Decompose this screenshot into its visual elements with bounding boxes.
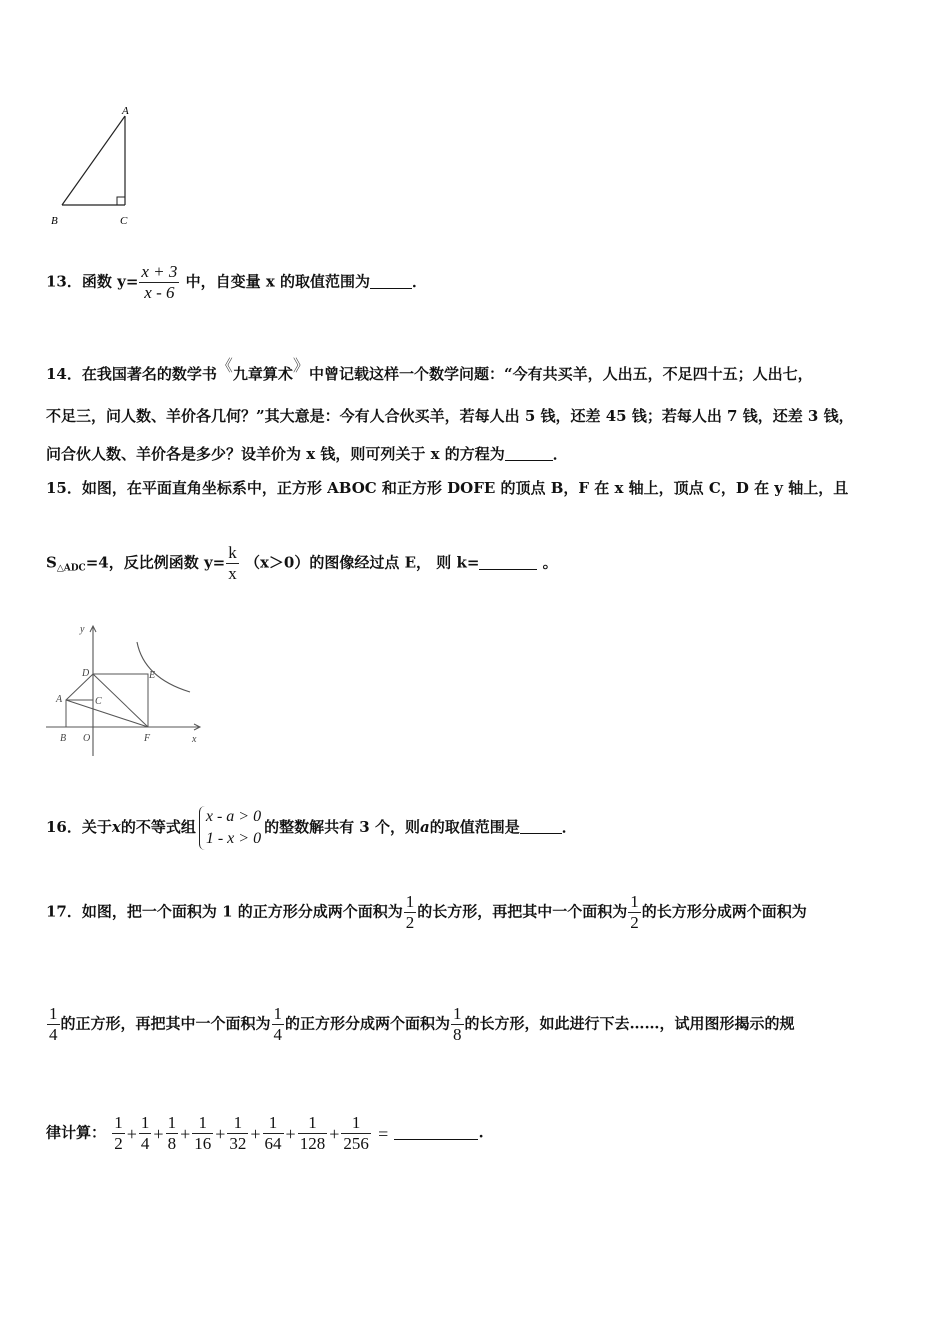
q16-end: ． — [561, 818, 577, 836]
question-16 — [46, 806, 577, 850]
q14-book-close: 》 — [292, 356, 309, 375]
q14-line3: 问合伙人数、羊价各是多少？设羊价为 x 钱，则可列关于 x 的方程为 — [46, 445, 505, 463]
frac-num: 1 — [630, 892, 639, 911]
coordinate-graph-figure — [40, 620, 210, 762]
graph-label-c: C — [95, 696, 102, 707]
question-17-line-3 — [46, 1113, 484, 1154]
q15-end: 。 — [542, 553, 558, 572]
frac-num: 1 — [273, 1004, 283, 1023]
q15-cond: （x＞0）的图像经过点 E， 则 k= — [244, 553, 480, 572]
sum-term-6 — [263, 1113, 284, 1154]
frac-num: 1 — [308, 1113, 317, 1132]
right-angle-mark — [117, 197, 125, 205]
sum-term-4 — [192, 1113, 213, 1154]
graph-label-e: E — [149, 670, 156, 681]
q15-s-rest: =4，反比例函数 y= — [85, 553, 226, 572]
question-14-line-1 — [46, 356, 813, 384]
q13-frac-den: x - 6 — [139, 282, 179, 303]
q17-seg2: 的长方形，再把其中一个面积为 — [417, 902, 628, 921]
frac-den: 128 — [299, 1134, 326, 1153]
frac-num: 1 — [167, 1113, 177, 1132]
frac-den: 32 — [229, 1134, 247, 1153]
question-13 — [46, 262, 427, 303]
graph-label-o: O — [83, 733, 91, 744]
sum-term-2 — [139, 1113, 152, 1154]
frac-num: 1 — [233, 1113, 243, 1132]
sum-term-3 — [166, 1113, 179, 1154]
frac-num: 1 — [198, 1113, 207, 1132]
answer-blank-17[interactable] — [394, 1125, 478, 1140]
graph-label-d: D — [82, 668, 90, 679]
q16-tail: 的整数解共有 3 个，则 — [264, 818, 420, 836]
plus-sign: + — [285, 1123, 296, 1144]
q14-line1-a: 14．在我国著名的数学书 — [46, 365, 217, 383]
q17-seg1: 17．如图，把一个面积为 1 的正方形分成两个面积为 — [46, 902, 403, 921]
q15-s-sub: △ADC — [56, 563, 86, 574]
q17-seg6: 的长方形，如此进行下去……，试用图形揭示的规 — [464, 1014, 795, 1033]
sum-term-7 — [298, 1113, 328, 1154]
plus-sign: + — [215, 1123, 226, 1144]
triangle-label-a: A — [122, 105, 129, 117]
plus-sign: + — [250, 1123, 261, 1144]
q15-s-main: S — [46, 553, 57, 572]
q17-seg5: 的正方形分成两个面积为 — [285, 1014, 451, 1033]
frac-num: 1 — [268, 1113, 278, 1132]
q14-line2: 不足三，问人数、羊价各几何？”其大意是：今有人合伙买羊，若每人出 5 钱，还差 45 钱；若每人出 7 钱，还差 3 钱， — [46, 407, 854, 425]
q13-tail: 中，自变量 x 的取值范围为 — [185, 272, 371, 291]
sum-term-5 — [227, 1113, 248, 1154]
q14-book-open: 《 — [216, 356, 233, 375]
plus-sign: + — [329, 1123, 340, 1144]
triangle-side-ab — [62, 116, 125, 205]
q15-line1: 15．如图，在平面直角坐标系中，正方形 ABOC 和正方形 DOFE 的顶点 B，F 在 x 轴上，顶点 C，D 在 y 轴上，且 — [46, 479, 849, 497]
plus-sign: + — [180, 1123, 191, 1144]
triangle-label-c: C — [120, 215, 128, 227]
frac-num: 1 — [405, 892, 415, 911]
fraction-one-quarter-b — [272, 1004, 285, 1045]
graph-label-b: B — [60, 733, 67, 744]
frac-den: 64 — [264, 1134, 282, 1153]
question-17-line-1 — [46, 892, 807, 933]
plus-sign: + — [153, 1123, 164, 1144]
q17-seg7: 律计算： — [46, 1123, 107, 1142]
frac-num: 1 — [351, 1113, 361, 1132]
answer-blank-15[interactable] — [479, 555, 537, 570]
question-15-line-1 — [46, 478, 848, 498]
q16-tail2: 的取值范围是 — [429, 818, 520, 836]
answer-blank-13[interactable] — [370, 274, 412, 289]
q14-line1-b: 中曾记载这样一个数学问题：“今有共买羊，人出五，不足四十五；人出七， — [308, 365, 813, 383]
equals-sign: = — [378, 1123, 389, 1144]
q13-frac-num: x + 3 — [141, 262, 178, 281]
graph-label-a: A — [56, 694, 63, 705]
frac-den: 2 — [405, 913, 415, 932]
q17-seg4: 的正方形，再把其中一个面积为 — [60, 1014, 271, 1033]
graph-label-y: y — [80, 624, 85, 635]
frac-den: 8 — [453, 1025, 462, 1044]
frac-den: 8 — [167, 1134, 177, 1153]
q16-inequality-system — [199, 806, 261, 850]
q15-fraction — [226, 543, 239, 584]
question-15-line-2 — [46, 543, 558, 584]
frac-num: 1 — [453, 1004, 462, 1023]
frac-num: 1 — [114, 1113, 123, 1132]
frac-den: 2 — [630, 913, 639, 932]
sum-term-8 — [341, 1113, 371, 1154]
frac-den: 4 — [140, 1134, 150, 1153]
q13-number: 13． — [46, 272, 82, 291]
frac-den: 256 — [343, 1134, 369, 1153]
q13-fraction — [139, 262, 179, 303]
q17-end: . — [478, 1123, 484, 1142]
frac-den: 2 — [114, 1134, 123, 1153]
q13-end: ． — [412, 272, 428, 291]
q16-inequality-1: x - a > 0 — [205, 808, 262, 825]
question-14-line-2 — [46, 406, 854, 426]
frac-den: 16 — [194, 1134, 212, 1153]
q16-lead: 16．关于 — [46, 818, 112, 836]
hyperbola-curve — [137, 642, 190, 692]
q16-inequality-2: 1 - x > 0 — [205, 830, 262, 847]
triangle-label-b: B — [51, 215, 58, 227]
q13-lead: 函数 y= — [81, 272, 139, 291]
fraction-one-eighth — [451, 1004, 464, 1045]
q15-frac-den: x — [228, 564, 237, 583]
question-17-line-2 — [46, 1004, 795, 1045]
answer-blank-16[interactable] — [520, 819, 562, 834]
frac-den: 4 — [273, 1025, 283, 1044]
plus-sign: + — [126, 1123, 137, 1144]
q16-var-x: x — [111, 818, 121, 836]
graph-label-x: x — [192, 734, 197, 745]
q16-var-a: a — [419, 818, 430, 836]
fraction-one-half-b — [628, 892, 641, 933]
triangle-figure — [40, 100, 150, 235]
question-14-line-3 — [46, 444, 568, 464]
fraction-one-half-a — [404, 892, 417, 933]
graph-label-f: F — [144, 733, 151, 744]
q14-end: ． — [552, 445, 568, 463]
answer-blank-14[interactable] — [505, 446, 553, 461]
sum-term-1 — [112, 1113, 125, 1154]
frac-num: 1 — [49, 1004, 58, 1023]
q16-lead2: 的不等式组 — [120, 818, 196, 836]
segment-af — [66, 700, 148, 727]
q17-seg3: 的长方形分成两个面积为 — [641, 902, 807, 921]
fraction-one-quarter-a — [47, 1004, 60, 1045]
q15-frac-num: k — [228, 543, 237, 562]
frac-num: 1 — [140, 1113, 150, 1132]
q14-book-title: 九章算术 — [232, 365, 293, 383]
frac-den: 4 — [49, 1025, 58, 1044]
